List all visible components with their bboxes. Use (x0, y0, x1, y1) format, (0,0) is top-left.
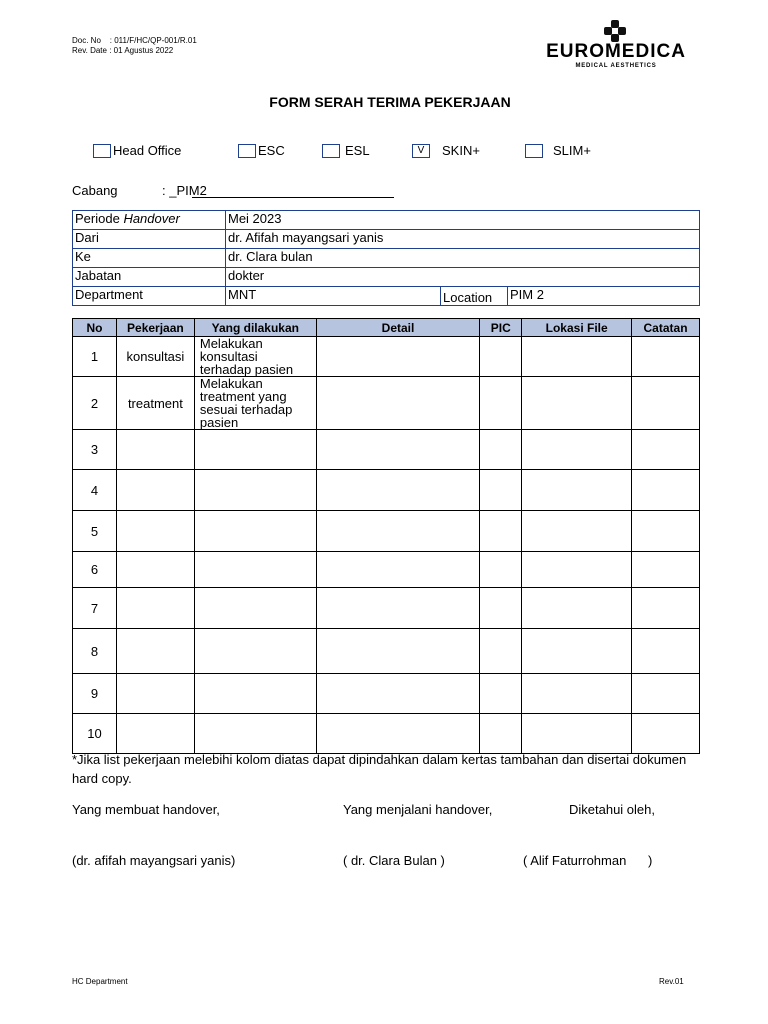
header-catatan: Catatan (632, 319, 700, 337)
cell-lokasi-file[interactable] (522, 470, 632, 511)
cabang-underline (192, 197, 394, 198)
rev-date: Rev. Date : 01 Agustus 2022 (72, 46, 174, 55)
cell-catatan[interactable] (632, 674, 700, 714)
doc-number: Doc. No : 011/F/HC/QP-001/R.01 (72, 36, 197, 45)
cell-pic[interactable] (480, 552, 522, 588)
info-row-department (73, 287, 700, 306)
table-row (73, 511, 700, 552)
cell-detail[interactable] (316, 714, 480, 754)
checkbox-label: ESL (345, 143, 370, 158)
cell-yang-dilakukan[interactable] (194, 714, 316, 754)
header-no: No (73, 319, 117, 337)
cell-pekerjaan[interactable] (116, 674, 194, 714)
checkbox-head-office[interactable] (93, 143, 181, 158)
table-header-row (73, 319, 700, 337)
cell-detail[interactable] (316, 588, 480, 629)
checkbox-skin-plus[interactable] (412, 143, 480, 158)
info-row-dari (73, 230, 700, 249)
cell-detail[interactable] (316, 552, 480, 588)
checkbox-box[interactable] (525, 144, 543, 158)
checkbox-esl[interactable] (322, 143, 370, 158)
cell-catatan[interactable] (632, 511, 700, 552)
cell-pic[interactable] (480, 511, 522, 552)
cell-pekerjaan[interactable] (116, 511, 194, 552)
cell-no: 1 (73, 337, 117, 377)
table-row (73, 337, 700, 377)
cabang-value[interactable]: : _PIM2 (162, 183, 207, 198)
cell-lokasi-file[interactable] (522, 588, 632, 629)
signature-label-creator: Yang membuat handover, (72, 802, 220, 817)
info-row-ke (73, 249, 700, 268)
doc-info (72, 36, 197, 56)
header-pekerjaan: Pekerjaan (116, 319, 194, 337)
department-value[interactable]: MNT (226, 287, 441, 306)
dari-label: Dari (73, 230, 226, 249)
cell-pic[interactable] (480, 629, 522, 674)
cell-no: 6 (73, 552, 117, 588)
cell-no: 4 (73, 470, 117, 511)
jabatan-label: Jabatan (73, 268, 226, 287)
signature-name-acknowledger: ( Alif Faturrohman ) (523, 853, 653, 868)
cabang-field (72, 183, 207, 198)
cell-pic[interactable] (480, 337, 522, 377)
checkbox-box[interactable] (238, 144, 256, 158)
cell-yang-dilakukan[interactable] (194, 511, 316, 552)
cell-lokasi-file[interactable] (522, 714, 632, 754)
checkbox-label: ESC (258, 143, 285, 158)
cell-detail[interactable] (316, 629, 480, 674)
table-row (73, 470, 700, 511)
cell-lokasi-file[interactable] (522, 674, 632, 714)
cell-no: 9 (73, 674, 117, 714)
cell-catatan[interactable] (632, 470, 700, 511)
ke-label: Ke (73, 249, 226, 268)
cell-detail[interactable] (316, 377, 480, 430)
periode-label-italic: Handover (123, 211, 180, 226)
logo-cross-icon (604, 20, 626, 42)
cell-detail[interactable] (316, 511, 480, 552)
unit-checkbox-row (0, 143, 768, 161)
cell-lokasi-file[interactable] (522, 552, 632, 588)
periode-label: Periode (75, 211, 120, 226)
checkbox-box[interactable]: V (412, 144, 430, 158)
checkbox-label: Head Office (113, 143, 182, 158)
cell-catatan[interactable] (632, 377, 700, 430)
cell-lokasi-file[interactable] (522, 337, 632, 377)
table-row (73, 430, 700, 470)
cell-lokasi-file[interactable] (522, 511, 632, 552)
cell-yang-dilakukan[interactable] (194, 430, 316, 470)
table-row (73, 674, 700, 714)
cell-detail[interactable] (316, 430, 480, 470)
checkbox-esc[interactable] (238, 143, 285, 158)
cell-no: 2 (73, 377, 117, 430)
table-row (73, 714, 700, 754)
cell-pic[interactable] (480, 470, 522, 511)
cell-pic[interactable] (480, 714, 522, 754)
header-detail: Detail (316, 319, 480, 337)
location-label: Location (441, 287, 508, 306)
jabatan-value[interactable]: dokter (226, 268, 700, 287)
checkbox-box[interactable] (322, 144, 340, 158)
table-row (73, 377, 700, 430)
cell-detail[interactable] (316, 337, 480, 377)
table-row (73, 629, 700, 674)
cell-yang-dilakukan[interactable] (194, 470, 316, 511)
signature-name-receiver: ( dr. Clara Bulan ) (343, 853, 445, 868)
footer-department: HC Department (72, 977, 128, 986)
cell-yang-dilakukan[interactable] (194, 552, 316, 588)
cell-no: 5 (73, 511, 117, 552)
cell-pic[interactable] (480, 588, 522, 629)
cell-yang-dilakukan[interactable] (194, 588, 316, 629)
department-label: Department (73, 287, 226, 306)
cell-pekerjaan[interactable]: konsultasi (116, 337, 194, 377)
cell-pic[interactable] (480, 377, 522, 430)
table-row (73, 552, 700, 588)
cell-no: 3 (73, 430, 117, 470)
signature-name-creator: (dr. afifah mayangsari yanis) (72, 853, 236, 868)
cell-pekerjaan[interactable] (116, 552, 194, 588)
header-yang-dilakukan: Yang dilakukan (194, 319, 316, 337)
cell-yang-dilakukan[interactable] (194, 629, 316, 674)
cell-catatan[interactable] (632, 430, 700, 470)
cell-pekerjaan[interactable] (116, 430, 194, 470)
ke-value[interactable]: dr. Clara bulan (226, 249, 700, 268)
cell-catatan[interactable] (632, 337, 700, 377)
cell-lokasi-file[interactable] (522, 430, 632, 470)
cabang-label: Cabang (72, 183, 118, 198)
location-value[interactable]: PIM 2 (508, 287, 700, 306)
checkbox-label: SKIN+ (442, 143, 480, 158)
handover-info-table (72, 210, 700, 306)
signature-label-receiver: Yang menjalani handover, (343, 802, 493, 817)
cell-detail[interactable] (316, 470, 480, 511)
cell-pekerjaan[interactable] (116, 470, 194, 511)
work-list-table (72, 318, 700, 754)
cell-pekerjaan[interactable] (116, 714, 194, 754)
info-row-jabatan (73, 268, 700, 287)
cell-lokasi-file[interactable] (522, 377, 632, 430)
cell-yang-dilakukan[interactable]: Melakukan treatment yang sesuai terhadap pasien (194, 377, 316, 430)
cell-detail[interactable] (316, 674, 480, 714)
cell-no: 8 (73, 629, 117, 674)
dari-value[interactable]: dr. Afifah mayangsari yanis (226, 230, 700, 249)
cell-catatan[interactable] (632, 629, 700, 674)
cell-yang-dilakukan[interactable]: Melakukan konsultasi terhadap pasien (194, 337, 316, 377)
logo-name: EUROMEDICA (546, 41, 686, 62)
form-title: FORM SERAH TERIMA PEKERJAAN (269, 94, 511, 110)
checkbox-box[interactable] (93, 144, 111, 158)
cell-pic[interactable] (480, 430, 522, 470)
footer-revision: Rev.01 (659, 977, 684, 986)
periode-label-cell (73, 211, 226, 230)
cell-pekerjaan[interactable] (116, 588, 194, 629)
cell-pekerjaan[interactable] (116, 629, 194, 674)
cell-no: 7 (73, 588, 117, 629)
info-row-periode (73, 211, 700, 230)
cell-lokasi-file[interactable] (522, 629, 632, 674)
checkbox-label: SLIM+ (553, 143, 591, 158)
overflow-note: *Jika list pekerjaan melebihi kolom diatas dapat dipindahkan dalam kertas tambahan dan disertai dokumen hard copy. (72, 752, 687, 786)
euromedica-logo (532, 20, 700, 74)
header-pic: PIC (480, 319, 522, 337)
signature-label-acknowledger: Diketahui oleh, (569, 802, 655, 817)
cell-no: 10 (73, 714, 117, 754)
logo-subtitle: MEDICAL AESTHETICS (575, 63, 657, 69)
checkbox-slim-plus[interactable] (525, 143, 591, 158)
cell-catatan[interactable] (632, 588, 700, 629)
cell-yang-dilakukan[interactable] (194, 674, 316, 714)
cell-pekerjaan[interactable]: treatment (116, 377, 194, 430)
cell-catatan[interactable] (632, 552, 700, 588)
cell-pic[interactable] (480, 674, 522, 714)
periode-value[interactable]: Mei 2023 (226, 211, 700, 230)
table-row (73, 588, 700, 629)
cell-catatan[interactable] (632, 714, 700, 754)
header-lokasi-file: Lokasi File (522, 319, 632, 337)
